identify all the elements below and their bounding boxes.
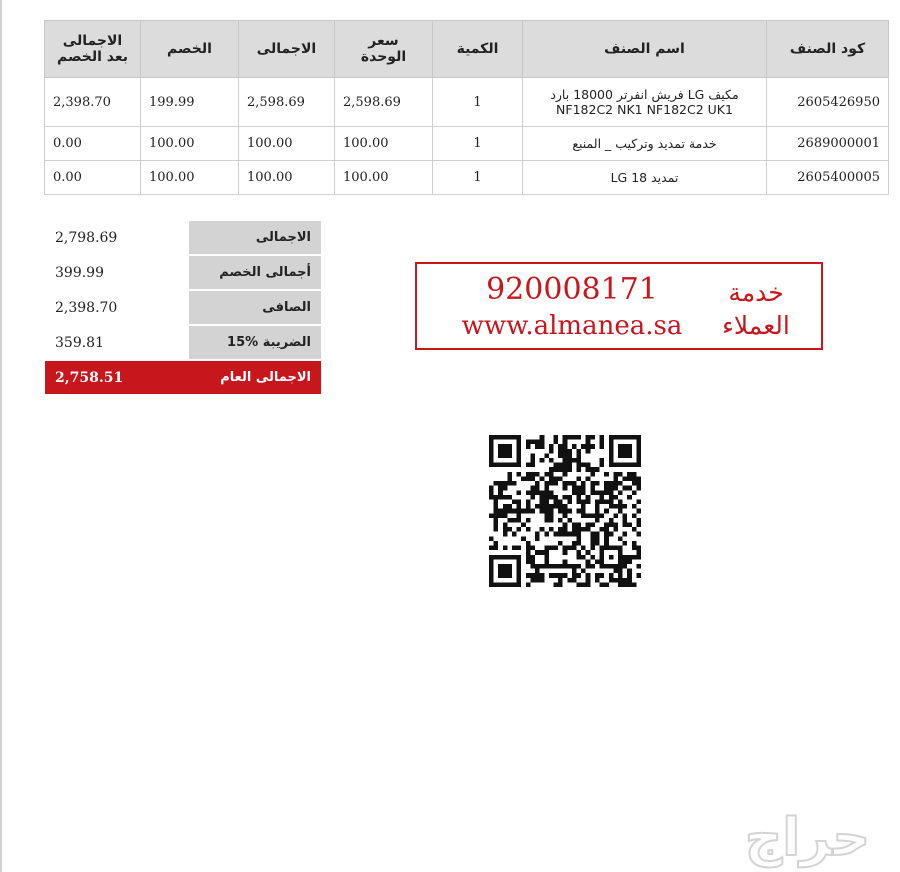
cell-name: تمديد LG 18 xyxy=(523,161,767,195)
cell-code: 2605400005 xyxy=(767,161,889,195)
grand-total-value: 2,758.51 xyxy=(45,361,189,394)
page-edge xyxy=(0,0,2,872)
table-header-row xyxy=(45,21,889,78)
customer-service-label-line1: خدمة xyxy=(728,278,784,307)
subtotal-label: الاجمالى xyxy=(189,221,321,254)
header-name: اسم الصنف xyxy=(523,21,767,78)
cell-qty: 1 xyxy=(433,78,523,127)
cell-unit-price: 2,598.69 xyxy=(335,78,433,127)
header-total: الاجمالى xyxy=(239,21,335,78)
cell-name: خدمة تمديد وتركيب _ المنبع xyxy=(523,127,767,161)
customer-service-phone[interactable]: 920008171 xyxy=(486,272,658,307)
grand-total-label: الاجمالى العام xyxy=(189,361,321,394)
cell-qty: 1 xyxy=(433,127,523,161)
subtotal-value: 2,798.69 xyxy=(55,229,118,246)
cell-total: 2,598.69 xyxy=(239,78,335,127)
customer-service-website[interactable]: www.almanea.sa xyxy=(461,311,683,341)
items-table xyxy=(44,20,889,195)
totals-table xyxy=(45,219,321,396)
cell-net: 0.00 xyxy=(45,127,141,161)
cell-net: 0.00 xyxy=(45,161,141,195)
table-row xyxy=(45,78,889,127)
table-row xyxy=(45,161,889,195)
totals-row-net xyxy=(45,291,321,324)
tax-value: 359.81 xyxy=(55,334,104,351)
totals-row-discount xyxy=(45,256,321,289)
totals-row-grand xyxy=(45,361,321,394)
totals-row-tax xyxy=(45,326,321,359)
header-discount: الخصم xyxy=(141,21,239,78)
customer-service-box xyxy=(415,262,823,350)
header-code: كود الصنف xyxy=(767,21,889,78)
table-row xyxy=(45,127,889,161)
cell-discount: 100.00 xyxy=(141,127,239,161)
cell-total: 100.00 xyxy=(239,127,335,161)
cell-name: مكيف LG فريش انفرتر 18000 بارد NF182C2 NK1 NF182C2 UK1 xyxy=(523,78,767,127)
cell-discount: 199.99 xyxy=(141,78,239,127)
qr-code xyxy=(489,435,641,587)
header-qty: الكمية xyxy=(433,21,523,78)
cell-code: 2689000001 xyxy=(767,127,889,161)
haraj-watermark: حراج xyxy=(744,808,870,868)
tax-label: الضريبة %15 xyxy=(189,326,321,359)
discount-value: 399.99 xyxy=(55,264,104,281)
totals-row-subtotal xyxy=(45,221,321,254)
net-label: الصافى xyxy=(189,291,321,324)
cell-unit-price: 100.00 xyxy=(335,161,433,195)
customer-service-label-line2: العملاء xyxy=(722,311,790,340)
cell-discount: 100.00 xyxy=(141,161,239,195)
cell-code: 2605426950 xyxy=(767,78,889,127)
discount-label: أجمالى الخصم xyxy=(189,256,321,289)
cell-net: 2,398.70 xyxy=(45,78,141,127)
cell-unit-price: 100.00 xyxy=(335,127,433,161)
header-unit-price: سعر الوحدة xyxy=(335,21,433,78)
header-net: الاجمالى بعد الخصم xyxy=(45,21,141,78)
cell-qty: 1 xyxy=(433,161,523,195)
net-value: 2,398.70 xyxy=(55,299,118,316)
cell-total: 100.00 xyxy=(239,161,335,195)
